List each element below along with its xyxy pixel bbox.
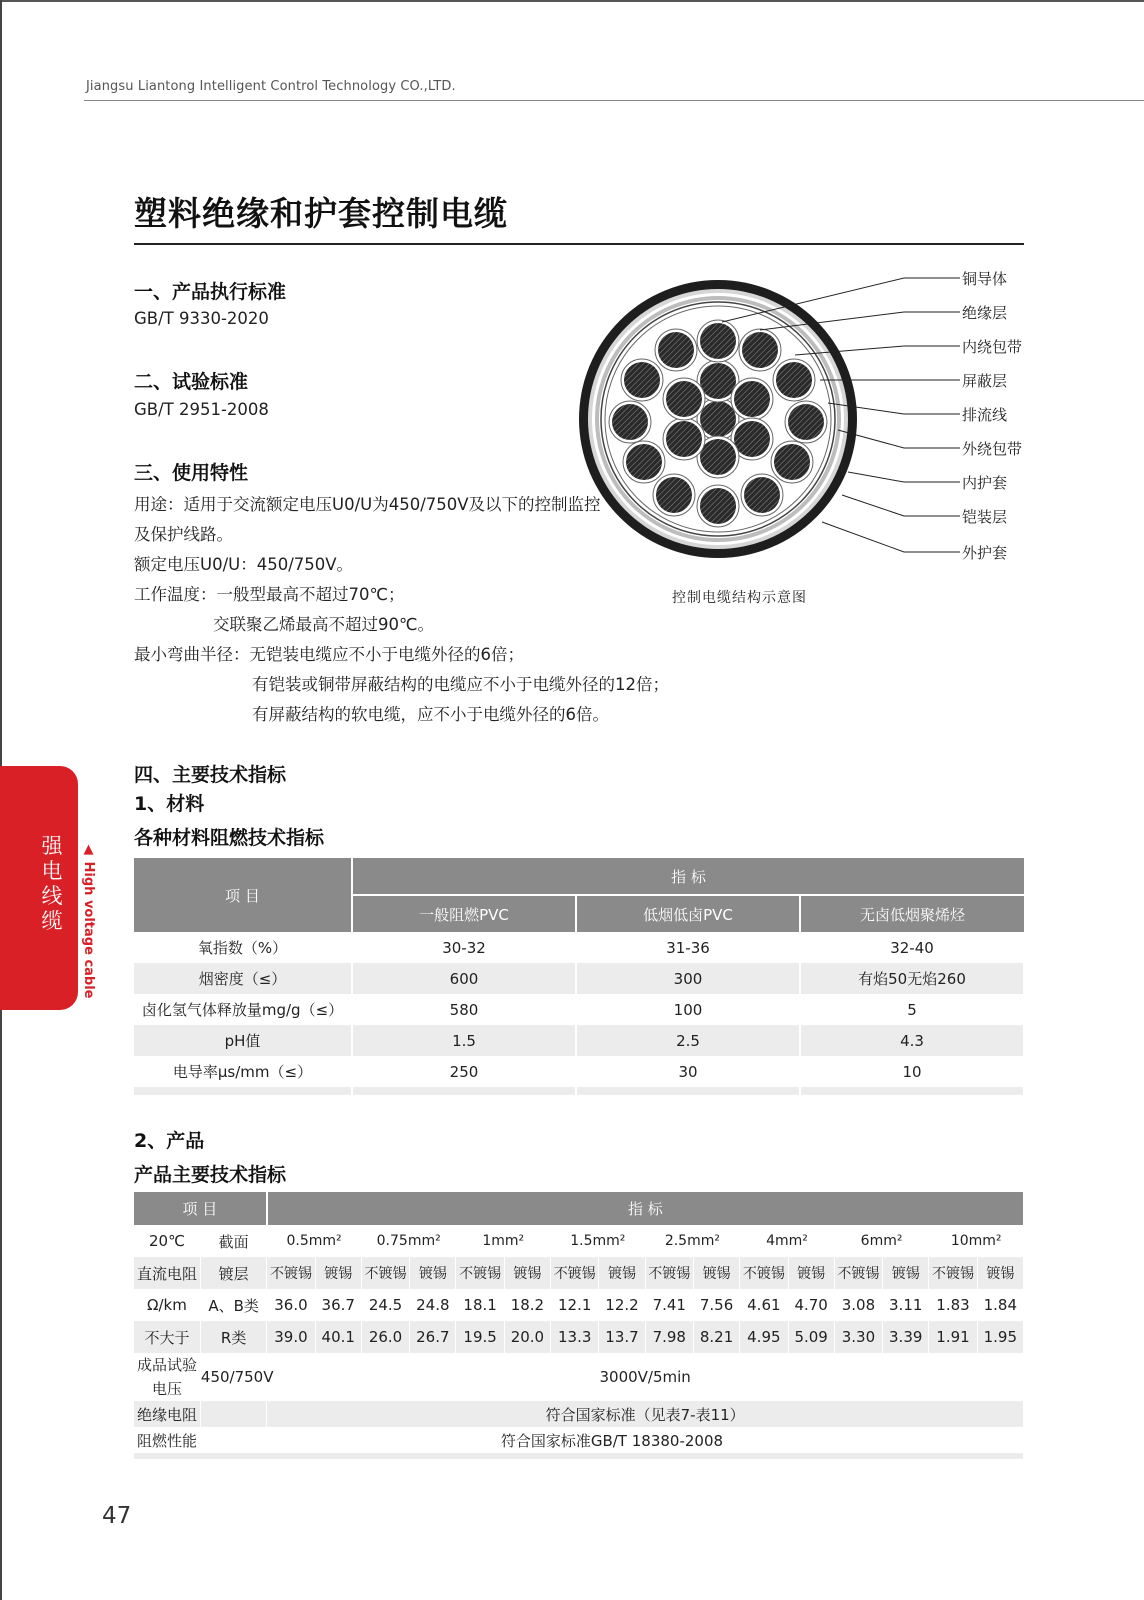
material-table-index-header: 指 标 bbox=[352, 858, 1024, 895]
material-row-item: 卤化氢气体释放量mg/g（≤） bbox=[134, 994, 352, 1025]
material-cell: 250 bbox=[352, 1056, 576, 1087]
product-table-item-header: 项 目 bbox=[134, 1192, 267, 1225]
row-label-line: 成品试验 bbox=[136, 1356, 197, 1374]
row-label-empty bbox=[200, 1401, 266, 1427]
resistance-cell: 24.5 bbox=[361, 1289, 409, 1321]
material-cell: 600 bbox=[352, 963, 576, 994]
table-row bbox=[134, 932, 1024, 963]
page-border-top bbox=[0, 0, 1144, 2]
resistance-cell: 20.0 bbox=[504, 1321, 550, 1353]
resistance-cell: 1.83 bbox=[929, 1289, 977, 1321]
resistance-cell: 12.1 bbox=[551, 1289, 599, 1321]
resistance-cell: 13.3 bbox=[551, 1321, 599, 1353]
row-label: 直流电阻 bbox=[134, 1257, 200, 1289]
coating-untinned: 不镀锡 bbox=[361, 1257, 409, 1289]
material-table-caption: 各种材料阻燃技术指标 bbox=[134, 827, 325, 849]
material-row-item: 氧指数（%） bbox=[134, 932, 352, 963]
material-cell: 5 bbox=[800, 994, 1024, 1025]
resistance-cell: 39.0 bbox=[267, 1321, 315, 1353]
test-voltage-value: 3000V/5min bbox=[267, 1353, 1024, 1401]
copper-conductor bbox=[626, 444, 662, 480]
row-label bbox=[134, 1353, 200, 1401]
resistance-cell: 18.2 bbox=[504, 1289, 550, 1321]
copper-conductor bbox=[700, 488, 736, 524]
page-title: 塑料绝缘和护套控制电缆 bbox=[134, 194, 508, 233]
resistance-cell: 1.95 bbox=[977, 1321, 1023, 1353]
product-spec-table bbox=[134, 1192, 1024, 1459]
resistance-cell: 19.5 bbox=[456, 1321, 504, 1353]
section-heading-specs: 四、主要技术指标 bbox=[134, 764, 287, 786]
feature-line: 最小弯曲半径：无铠装电缆应不小于电缆外径的6倍； bbox=[134, 645, 524, 664]
cross-section-header: 10mm² bbox=[929, 1225, 1024, 1257]
feature-line: 额定电压U0/U：450/750V。 bbox=[134, 555, 354, 574]
coating-untinned: 不镀锡 bbox=[834, 1257, 882, 1289]
section-heading-standard: 一、产品执行标准 bbox=[134, 281, 287, 303]
material-flame-table bbox=[134, 858, 1025, 1095]
material-cell: 300 bbox=[576, 963, 800, 994]
coating-untinned: 不镀锡 bbox=[929, 1257, 977, 1289]
resistance-cell: 5.09 bbox=[788, 1321, 834, 1353]
row-label: 20℃ bbox=[134, 1225, 200, 1257]
cross-section-header: 1mm² bbox=[456, 1225, 551, 1257]
resistance-cell: 4.61 bbox=[740, 1289, 788, 1321]
material-cell: 4.3 bbox=[800, 1025, 1024, 1056]
resistance-cell: 8.21 bbox=[693, 1321, 739, 1353]
resistance-cell: 7.56 bbox=[693, 1289, 739, 1321]
feature-line: 及保护线路。 bbox=[134, 525, 233, 544]
material-row-item: 烟密度（≤） bbox=[134, 963, 352, 994]
copper-conductor bbox=[612, 404, 648, 440]
coating-tinned: 镀锡 bbox=[410, 1257, 456, 1289]
cross-section-header: 4mm² bbox=[740, 1225, 835, 1257]
row-label: 截面 bbox=[200, 1225, 266, 1257]
resistance-cell: 7.41 bbox=[645, 1289, 693, 1321]
coating-untinned: 不镀锡 bbox=[267, 1257, 315, 1289]
copper-conductor bbox=[700, 401, 736, 437]
copper-conductor bbox=[776, 362, 812, 398]
material-table-item-header: 项 目 bbox=[134, 858, 352, 932]
product-table-caption: 产品主要技术指标 bbox=[134, 1164, 287, 1186]
resistance-cell: 1.91 bbox=[929, 1321, 977, 1353]
material-cell: 30-32 bbox=[352, 932, 576, 963]
table-row bbox=[134, 1321, 1024, 1353]
row-label: Ω/km bbox=[134, 1289, 200, 1321]
label-copper-conductor: 铜导体 bbox=[962, 270, 1008, 288]
coating-tinned: 镀锡 bbox=[504, 1257, 550, 1289]
feature-line: 用途：适用于交流额定电压U0/U为450/750V及以下的控制监控 bbox=[134, 495, 601, 514]
section-heading-test-standard: 二、试验标准 bbox=[134, 371, 249, 393]
diagram-caption: 控制电缆结构示意图 bbox=[672, 590, 807, 606]
resistance-cell: 7.98 bbox=[645, 1321, 693, 1353]
cross-section-header: 0.75mm² bbox=[361, 1225, 456, 1257]
resistance-cell: 24.8 bbox=[410, 1289, 456, 1321]
coating-tinned: 镀锡 bbox=[315, 1257, 361, 1289]
cross-section-header: 0.5mm² bbox=[267, 1225, 362, 1257]
table-row bbox=[134, 963, 1024, 994]
material-cell: 32-40 bbox=[800, 932, 1024, 963]
coating-tinned: 镀锡 bbox=[883, 1257, 929, 1289]
copper-conductor bbox=[666, 381, 702, 417]
table-row bbox=[134, 1353, 1024, 1401]
row-label: 镀层 bbox=[200, 1257, 266, 1289]
copper-conductor bbox=[700, 363, 736, 399]
material-row-item: 电导率μs/mm（≤） bbox=[134, 1056, 352, 1087]
insulation-value: 符合国家标准（见表7-表11） bbox=[267, 1401, 1024, 1427]
material-cell: 580 bbox=[352, 994, 576, 1025]
label-armour: 铠装层 bbox=[962, 508, 1008, 526]
resistance-cell: 36.7 bbox=[315, 1289, 361, 1321]
product-table-index-header: 指 标 bbox=[267, 1192, 1024, 1225]
label-insulation: 绝缘层 bbox=[962, 304, 1008, 322]
resistance-cell: 40.1 bbox=[315, 1321, 361, 1353]
copper-conductor bbox=[744, 477, 780, 513]
label-inner-wrap: 内绕包带 bbox=[962, 338, 1023, 356]
row-label: A、B类 bbox=[200, 1289, 266, 1321]
material-cell: 有焰50无焰260 bbox=[800, 963, 1024, 994]
label-inner-sheath: 内护套 bbox=[962, 474, 1008, 492]
coating-untinned: 不镀锡 bbox=[456, 1257, 504, 1289]
title-rule bbox=[134, 243, 1024, 245]
label-screen: 屏蔽层 bbox=[962, 372, 1008, 390]
label-drain-wire: 排流线 bbox=[962, 406, 1008, 424]
resistance-cell: 3.08 bbox=[834, 1289, 882, 1321]
feature-line: 有铠装或铜带屏蔽结构的电缆应不小于电缆外径的12倍； bbox=[252, 675, 669, 694]
resistance-cell: 18.1 bbox=[456, 1289, 504, 1321]
header-rule bbox=[84, 100, 1144, 101]
material-column-header: 无卤低烟聚烯烃 bbox=[800, 895, 1024, 932]
resistance-cell: 3.11 bbox=[883, 1289, 929, 1321]
table-footer-band bbox=[134, 1453, 1024, 1459]
coating-tinned: 镀锡 bbox=[788, 1257, 834, 1289]
resistance-cell: 3.39 bbox=[883, 1321, 929, 1353]
cross-section-header: 2.5mm² bbox=[645, 1225, 740, 1257]
row-label: 不大于 bbox=[134, 1321, 200, 1353]
feature-line: 交联聚乙烯最高不超过90℃。 bbox=[213, 615, 435, 634]
material-cell: 100 bbox=[576, 994, 800, 1025]
coating-tinned: 镀锡 bbox=[693, 1257, 739, 1289]
resistance-cell: 36.0 bbox=[267, 1289, 315, 1321]
label-outer-wrap: 外绕包带 bbox=[962, 440, 1023, 458]
copper-conductor bbox=[742, 332, 778, 368]
cross-section-header: 6mm² bbox=[834, 1225, 929, 1257]
material-cell: 30 bbox=[576, 1056, 800, 1087]
copper-conductor bbox=[788, 404, 824, 440]
resistance-cell: 4.70 bbox=[788, 1289, 834, 1321]
row-label: R类 bbox=[200, 1321, 266, 1353]
feature-line: 有屏蔽结构的软电缆，应不小于电缆外径的6倍。 bbox=[252, 705, 609, 724]
table-footer-band bbox=[134, 1087, 1024, 1095]
table-row bbox=[134, 1257, 1024, 1289]
copper-conductor bbox=[666, 421, 702, 457]
coating-tinned: 镀锡 bbox=[599, 1257, 645, 1289]
table-row bbox=[134, 1289, 1024, 1321]
standard-code: GB/T 9330-2020 bbox=[134, 309, 269, 328]
label-outer-sheath: 外护套 bbox=[962, 544, 1008, 562]
copper-conductor bbox=[656, 477, 692, 513]
resistance-cell: 1.84 bbox=[977, 1289, 1023, 1321]
copper-conductor bbox=[700, 439, 736, 475]
table-row bbox=[134, 1025, 1024, 1056]
side-tab-label-en: ▲ High voltage cable bbox=[81, 842, 96, 999]
material-cell: 2.5 bbox=[576, 1025, 800, 1056]
material-cell: 31-36 bbox=[576, 932, 800, 963]
coating-tinned: 镀锡 bbox=[977, 1257, 1023, 1289]
resistance-cell: 12.2 bbox=[599, 1289, 645, 1321]
coating-untinned: 不镀锡 bbox=[551, 1257, 599, 1289]
feature-line: 工作温度：一般型最高不超过70℃； bbox=[134, 585, 405, 604]
side-tab-label-cn: 强电线缆 bbox=[41, 834, 63, 933]
material-cell: 10 bbox=[800, 1056, 1024, 1087]
table-row bbox=[134, 994, 1024, 1025]
row-label: 阻燃性能 bbox=[134, 1427, 200, 1453]
resistance-cell: 26.7 bbox=[410, 1321, 456, 1353]
table-row bbox=[134, 1056, 1024, 1087]
page-number: 47 bbox=[102, 1503, 132, 1529]
resistance-cell: 26.0 bbox=[361, 1321, 409, 1353]
copper-conductor bbox=[658, 332, 694, 368]
copper-conductor bbox=[774, 444, 810, 480]
resistance-cell: 13.7 bbox=[599, 1321, 645, 1353]
coating-untinned: 不镀锡 bbox=[740, 1257, 788, 1289]
table-row bbox=[134, 1427, 1024, 1453]
material-column-header: 低烟低卤PVC bbox=[576, 895, 800, 932]
resistance-cell: 3.30 bbox=[834, 1321, 882, 1353]
resistance-cell: 4.95 bbox=[740, 1321, 788, 1353]
company-name: Jiangsu Liantong Intelligent Control Technology CO.,LTD. bbox=[86, 79, 456, 94]
section-heading-features: 三、使用特性 bbox=[134, 462, 249, 484]
row-label: 绝缘电阻 bbox=[134, 1401, 200, 1427]
copper-conductor bbox=[734, 421, 770, 457]
table-row bbox=[134, 1225, 1024, 1257]
subsection-material: 1、材料 bbox=[134, 793, 205, 815]
row-label-line: 电压 bbox=[151, 1380, 182, 1398]
subsection-product: 2、产品 bbox=[134, 1130, 205, 1152]
copper-conductor bbox=[700, 323, 736, 359]
cross-section-header: 1.5mm² bbox=[551, 1225, 646, 1257]
copper-conductor bbox=[734, 381, 770, 417]
cable-structure-diagram bbox=[560, 262, 1023, 562]
flame-retardant-value: 符合国家标准GB/T 18380-2008 bbox=[200, 1427, 1023, 1453]
material-column-header: 一般阻燃PVC bbox=[352, 895, 576, 932]
test-standard-code: GB/T 2951-2008 bbox=[134, 400, 269, 419]
row-label: 450/750V bbox=[200, 1353, 266, 1401]
coating-untinned: 不镀锡 bbox=[645, 1257, 693, 1289]
copper-conductor bbox=[624, 362, 660, 398]
material-cell: 1.5 bbox=[352, 1025, 576, 1056]
table-row bbox=[134, 1401, 1024, 1427]
material-row-item: pH值 bbox=[134, 1025, 352, 1056]
